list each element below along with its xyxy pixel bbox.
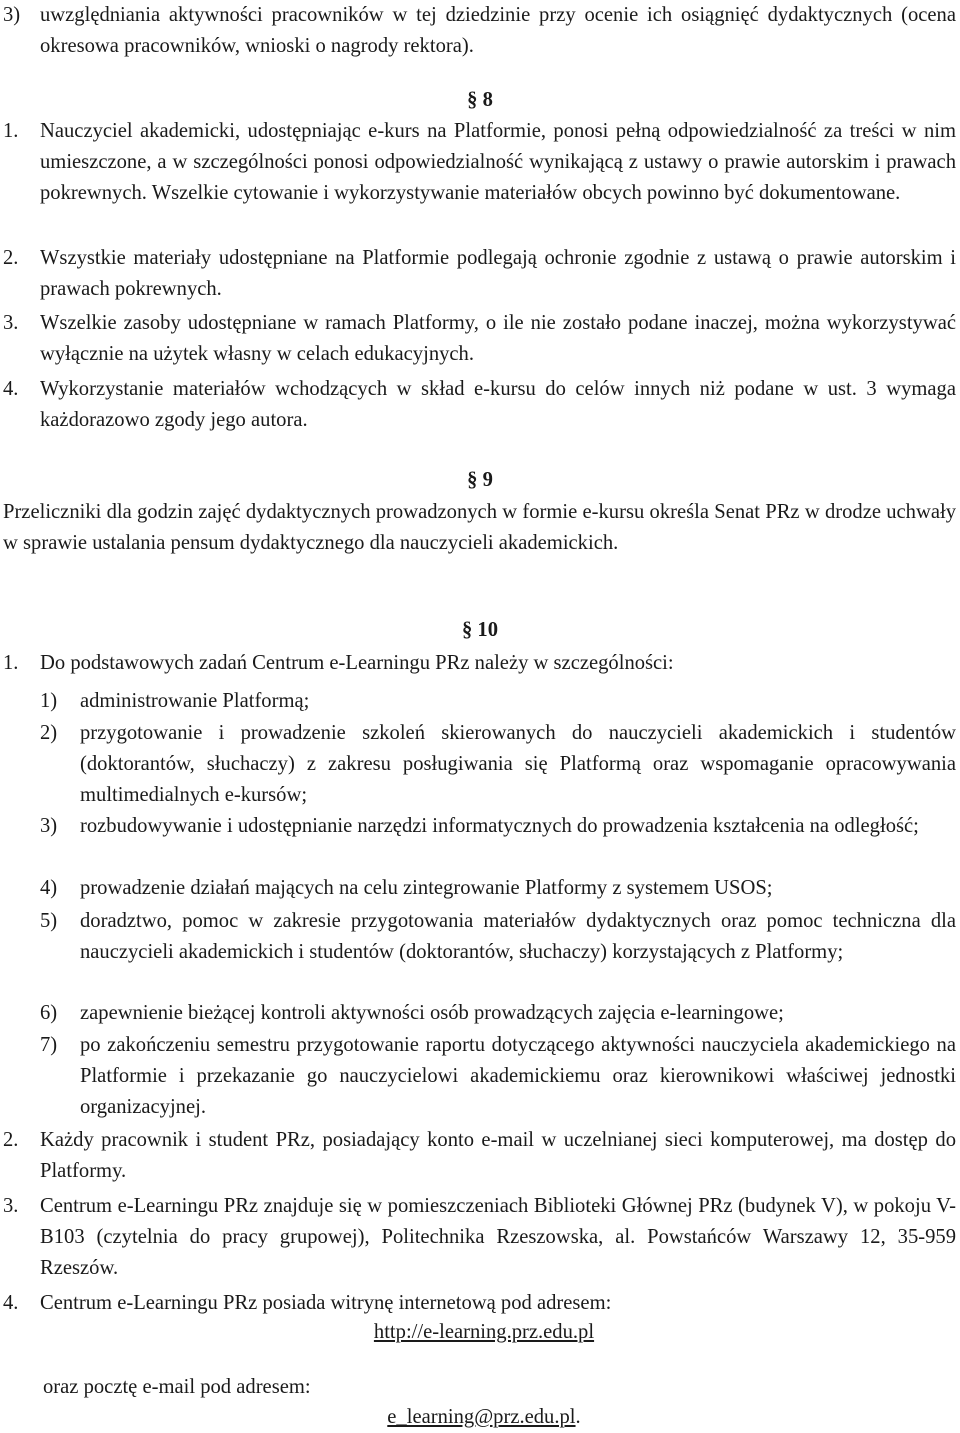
- list-item: [0, 374, 956, 436]
- item-number: 2): [40, 722, 58, 744]
- item-text: zapewnienie bieżącej kontroli aktywności osób prowadzących zajęcia e-learningowe;: [80, 1002, 784, 1024]
- item-text: uwzględniania aktywności pracowników w tej dziedzinie przy ocenie ich osiągnięć dydaktycznych (ocena okresowa pracowników, wnioski o nagrody rektora).: [40, 4, 956, 57]
- sub-list-item: [40, 718, 956, 811]
- item-number: 4.: [3, 378, 19, 400]
- sub-list-item: [40, 811, 956, 842]
- sub-list-item: [40, 906, 956, 968]
- list-item: [0, 1125, 956, 1187]
- item-text: Wykorzystanie materiałów wchodzących w skład e-kursu do celów innych niż podane w ust. 3 wymaga każdorazowo zgody jego autora.: [40, 378, 956, 431]
- item-number: 1.: [3, 120, 19, 142]
- item-number: 4.: [3, 1292, 19, 1314]
- item-number: 2.: [3, 247, 19, 269]
- section-heading-9: § 9: [467, 469, 493, 491]
- item-number: 5): [40, 910, 58, 932]
- list-item: [0, 1288, 956, 1319]
- item-text: przygotowanie i prowadzenie szkoleń skierowanych do nauczycieli akademickich i studentów (doktorantów, słuchaczy) z zakresu posługiwania się Platformą oraz wspomaganie opracowywania multimedialnych e-kursów;: [80, 722, 956, 806]
- item-text: rozbudowywanie i udostępnianie narzędzi informatycznych do prowadzenia kształcenia na odległość;: [80, 815, 919, 837]
- item-text: Centrum e-Learningu PRz znajduje się w pomieszczeniach Biblioteki Głównej PRz (budynek V), w pokoju V-B103 (czytelnia do pracy grupowej), Politechnika Rzeszowska, al. Powstańców Warszawy 12, 35-959 Rzeszów.: [40, 1195, 956, 1279]
- item-number: 3.: [3, 312, 19, 334]
- section-heading-10: § 10: [461, 619, 499, 641]
- paragraph: Przeliczniki dla godzin zajęć dydaktycznych prowadzonych w formie e-kursu określa Senat PRz w drodze uchwały w sprawie ustalania pensum dydaktycznego dla nauczycieli akademickich.: [3, 501, 956, 554]
- item-text: administrowanie Platformą;: [80, 690, 310, 712]
- email-period: .: [575, 1406, 581, 1428]
- section-heading-8: § 8: [467, 89, 493, 111]
- item-number: 3): [3, 4, 21, 26]
- item-number: 6): [40, 1002, 58, 1024]
- item-number: 3): [40, 815, 58, 837]
- item-text: doradztwo, pomoc w zakresie przygotowania materiałów dydaktycznych oraz pomoc techniczna dla nauczycieli akademickich i studentów (doktorantów, słuchaczy) korzystających z Platformy;: [80, 910, 956, 963]
- list-item: [0, 1191, 956, 1284]
- item-text: Nauczyciel akademicki, udostępniając e-kurs na Platformie, ponosi pełną odpowiedzialność za treści w nim umieszczone, a w szczególności ponosi odpowiedzialność wynikającą z ustawy o prawie autorskim i prawach pokrewnych. Wszelkie cytowanie i wykorzystywanie materiałów obcych powinno być dokumentowane.: [40, 120, 956, 204]
- item-text: Wszystkie materiały udostępniane na Platformie podlegają ochronie zgodnie z ustawą o prawie autorskim i prawach pokrewnych.: [40, 247, 956, 300]
- sub-list-item: [40, 998, 956, 1029]
- sub-list-item: [40, 873, 956, 904]
- list-item: [0, 648, 956, 679]
- website-link[interactable]: http://e-learning.prz.edu.pl: [373, 1321, 595, 1343]
- item-number: 4): [40, 877, 58, 899]
- item-number: 1): [40, 690, 58, 712]
- email-line: [0, 1402, 960, 1433]
- list-item: [0, 0, 956, 62]
- item-text: Każdy pracownik i student PRz, posiadający konto e-mail w uczelnianej sieci komputerowej, ma dostęp do Platformy.: [40, 1129, 956, 1182]
- item-text: po zakończeniu semestru przygotowanie raportu dotyczącego aktywności nauczyciela akademickiego na Platformie i przekazanie go nauczycielowi akademickiemu oraz kierownikowi właściwej jednostki organizacyjnej.: [80, 1034, 956, 1118]
- website-line: [0, 1317, 960, 1348]
- sub-list-item: [40, 1030, 956, 1123]
- email-link[interactable]: e_learning@prz.edu.pl: [387, 1406, 576, 1428]
- item-text: Centrum e-Learningu PRz posiada witrynę internetową pod adresem:: [40, 1292, 612, 1314]
- email-intro: oraz pocztę e-mail pod adresem:: [43, 1376, 311, 1398]
- item-number: 3.: [3, 1195, 19, 1217]
- list-item: [0, 116, 956, 209]
- item-text: Do podstawowych zadań Centrum e-Learningu PRz należy w szczególności:: [40, 652, 674, 674]
- item-number: 7): [40, 1034, 58, 1056]
- item-text: prowadzenie działań mających na celu zintegrowanie Platformy z systemem USOS;: [80, 877, 773, 899]
- item-number: 2.: [3, 1129, 19, 1151]
- item-text: Wszelkie zasoby udostępniane w ramach Platformy, o ile nie zostało podane inaczej, można wykorzystywać wyłącznie na użytek własny w celach edukacyjnych.: [40, 312, 956, 365]
- item-number: 1.: [3, 652, 19, 674]
- list-item: [0, 243, 956, 305]
- sub-list-item: [40, 686, 956, 717]
- list-item: [0, 308, 956, 370]
